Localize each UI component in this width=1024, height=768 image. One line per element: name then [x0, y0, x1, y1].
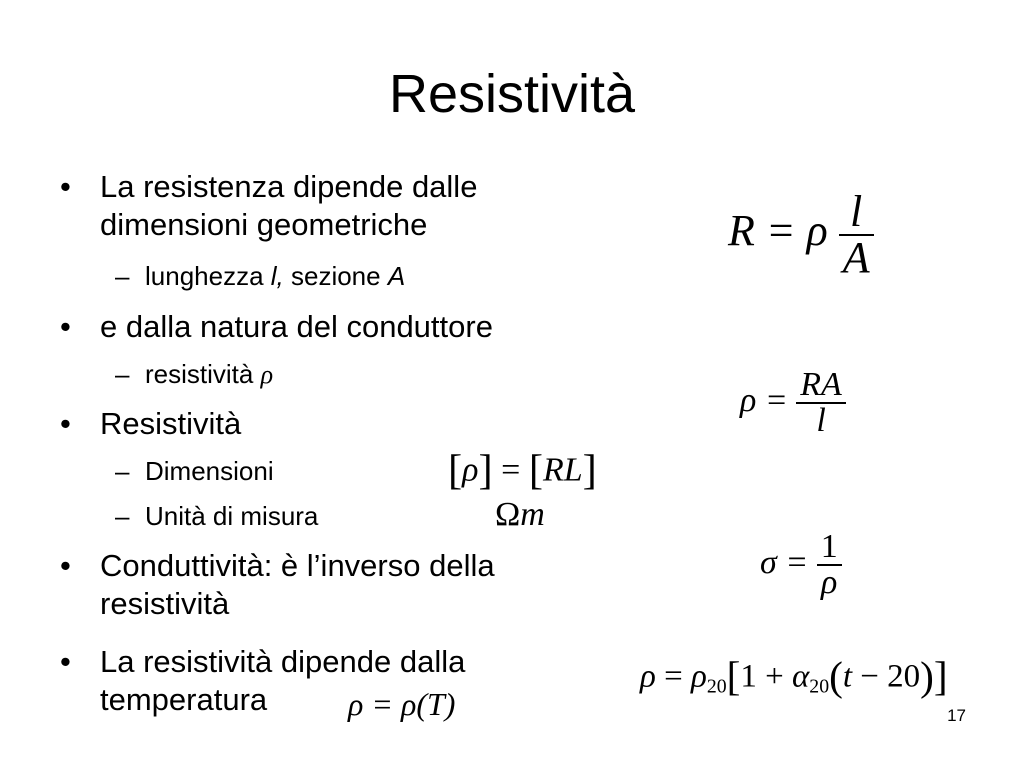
formula-lhs: ρ =	[740, 381, 797, 419]
t-symbol: t	[842, 658, 852, 695]
bracket: ]	[933, 653, 948, 699]
bullet-glyph: •	[60, 548, 71, 583]
bullet-glyph: •	[60, 644, 71, 679]
formula-temperature-dependence	[348, 686, 455, 723]
sub-bullet-resistivity	[115, 358, 274, 391]
meter-symbol: m	[520, 496, 545, 533]
numerator: l	[850, 187, 863, 236]
denominator: A	[842, 233, 870, 282]
twenty: 20	[887, 658, 921, 695]
bullet-glyph: •	[60, 309, 71, 344]
rho-symbol: ρ	[690, 658, 707, 695]
plus: +	[756, 658, 792, 695]
equals: =	[655, 658, 691, 695]
bullet-glyph: •	[60, 406, 71, 441]
sub-bullet-text: Dimensioni	[145, 456, 274, 486]
fraction	[817, 530, 842, 600]
bullet-text: e dalla natura del conduttore	[100, 309, 493, 344]
bullet-text: Conduttività: è l’inverso della	[100, 548, 495, 583]
bullet-text: Resistività	[100, 406, 242, 441]
bullet-glyph: •	[60, 169, 71, 204]
bullet-resistivity	[60, 405, 242, 443]
subscript: 20	[809, 675, 830, 698]
rl-symbol: RL	[542, 451, 583, 489]
rho-symbol: ρ	[260, 360, 274, 389]
bullet-conductivity	[60, 547, 495, 623]
formula-lhs: R = ρ	[728, 206, 828, 256]
sub-bullet-text: sezione	[283, 261, 388, 291]
formula-dimensions	[448, 446, 597, 495]
formula-resistance	[728, 187, 874, 282]
equals: =	[492, 451, 529, 489]
omega-symbol: Ω	[495, 496, 521, 533]
bullet-text: temperatura	[100, 682, 268, 717]
bracket: [	[448, 447, 463, 494]
bullet-dimensions	[60, 168, 478, 244]
paren: )	[920, 653, 934, 699]
sub-bullet-text: Unità di misura	[145, 501, 319, 531]
formula-lhs: σ =	[760, 543, 817, 581]
length-symbol: l,	[270, 261, 284, 291]
bracket: [	[528, 447, 543, 494]
sub-bullet-text: resistività	[145, 359, 261, 389]
sub-bullet-dimensions	[115, 455, 274, 487]
formula-text: ρ = ρ(T)	[348, 686, 456, 722]
formula-conductivity	[760, 530, 842, 600]
dash-glyph: –	[115, 359, 130, 389]
rho-symbol: ρ	[462, 451, 479, 489]
dash-glyph: –	[115, 456, 130, 486]
bracket: [	[726, 653, 741, 699]
formula-unit	[495, 496, 545, 534]
subscript: 20	[706, 675, 727, 698]
bracket: ]	[478, 447, 493, 494]
numerator: 1	[820, 528, 838, 565]
fraction	[796, 368, 846, 438]
one: 1	[740, 658, 757, 695]
rho-symbol: ρ	[640, 658, 656, 695]
denominator: l	[816, 402, 826, 439]
paren: (	[829, 653, 843, 699]
minus: −	[852, 658, 888, 695]
sub-bullet-length-section	[115, 260, 406, 292]
slide-title: Resistività	[388, 64, 636, 124]
bullet-text: La resistività dipende dalla	[100, 644, 466, 679]
formula-temperature-law	[640, 652, 948, 700]
slide-number: 17	[947, 706, 966, 725]
bracket: ]	[582, 447, 597, 494]
area-symbol: A	[387, 261, 406, 291]
numerator: RA	[800, 366, 842, 403]
denominator: ρ	[821, 564, 838, 601]
bullet-text: resistività	[100, 586, 230, 621]
dash-glyph: –	[115, 261, 130, 291]
fraction	[839, 187, 874, 282]
dash-glyph: –	[115, 501, 130, 531]
sub-bullet-unit	[115, 500, 319, 532]
sub-bullet-text: lunghezza	[145, 261, 271, 291]
bullet-text: La resistenza dipende dalle	[100, 169, 478, 204]
formula-resistivity	[740, 368, 846, 438]
bullet-material	[60, 308, 493, 346]
bullet-text: dimensioni geometriche	[100, 207, 428, 242]
alpha-symbol: α	[791, 658, 810, 695]
